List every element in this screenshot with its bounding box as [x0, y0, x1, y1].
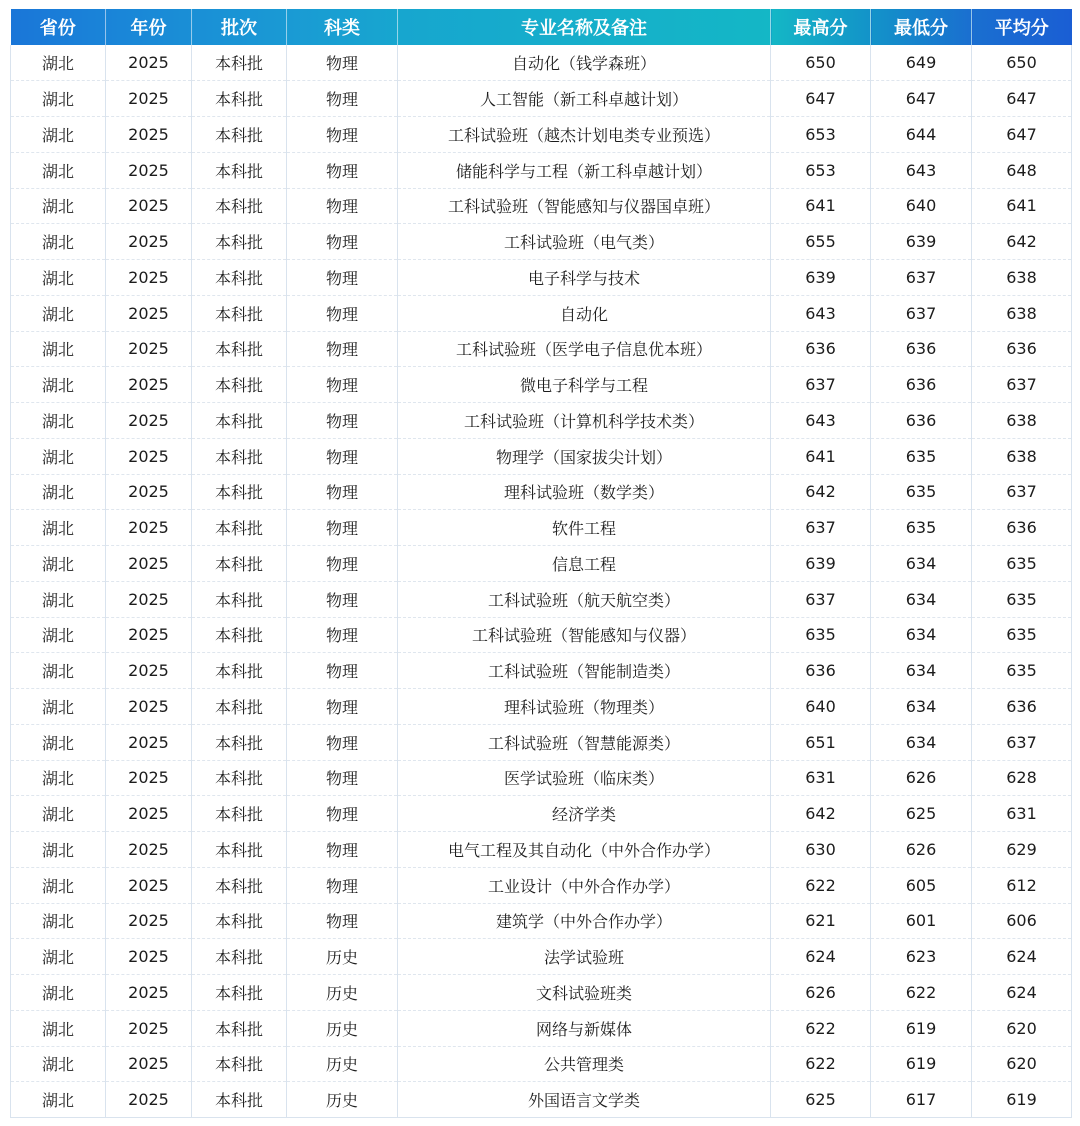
table-row	[11, 403, 1072, 439]
header-row	[11, 9, 1072, 45]
admission-score-table	[10, 9, 1072, 1118]
cell-max-score: 643	[771, 403, 871, 439]
cell-province: 湖北	[11, 653, 106, 689]
cell-year: 2025	[106, 832, 192, 868]
cell-province: 湖北	[11, 367, 106, 403]
cell-year: 2025	[106, 438, 192, 474]
cell-province: 湖北	[11, 760, 106, 796]
cell-avg-score: 619	[972, 1082, 1072, 1118]
cell-year: 2025	[106, 45, 192, 81]
cell-year: 2025	[106, 510, 192, 546]
table-row	[11, 510, 1072, 546]
cell-major: 理科试验班（数学类）	[398, 474, 771, 510]
header-year: 年份	[106, 9, 192, 45]
cell-batch: 本科批	[192, 867, 287, 903]
cell-major: 外国语言文学类	[398, 1082, 771, 1118]
cell-min-score: 647	[871, 81, 972, 117]
cell-max-score: 630	[771, 832, 871, 868]
cell-batch: 本科批	[192, 403, 287, 439]
cell-province: 湖北	[11, 689, 106, 725]
cell-subject: 物理	[287, 760, 398, 796]
cell-min-score: 635	[871, 474, 972, 510]
cell-avg-score: 638	[972, 403, 1072, 439]
cell-min-score: 626	[871, 832, 972, 868]
table-row	[11, 975, 1072, 1011]
header-min-score: 最低分	[871, 9, 972, 45]
cell-max-score: 621	[771, 903, 871, 939]
table-row	[11, 224, 1072, 260]
cell-year: 2025	[106, 81, 192, 117]
cell-subject: 历史	[287, 939, 398, 975]
cell-subject: 物理	[287, 367, 398, 403]
table-row	[11, 724, 1072, 760]
cell-max-score: 641	[771, 188, 871, 224]
table-row	[11, 867, 1072, 903]
cell-province: 湖北	[11, 867, 106, 903]
cell-avg-score: 642	[972, 224, 1072, 260]
cell-max-score: 650	[771, 45, 871, 81]
cell-subject: 物理	[287, 260, 398, 296]
cell-batch: 本科批	[192, 1082, 287, 1118]
cell-year: 2025	[106, 903, 192, 939]
cell-min-score: 636	[871, 403, 972, 439]
cell-avg-score: 647	[972, 117, 1072, 153]
cell-avg-score: 628	[972, 760, 1072, 796]
cell-year: 2025	[106, 1082, 192, 1118]
cell-batch: 本科批	[192, 724, 287, 760]
cell-min-score: 619	[871, 1046, 972, 1082]
cell-subject: 物理	[287, 81, 398, 117]
cell-max-score: 637	[771, 581, 871, 617]
cell-major: 网络与新媒体	[398, 1010, 771, 1046]
cell-year: 2025	[106, 867, 192, 903]
cell-subject: 历史	[287, 1046, 398, 1082]
cell-max-score: 637	[771, 510, 871, 546]
cell-max-score: 636	[771, 331, 871, 367]
cell-min-score: 635	[871, 510, 972, 546]
cell-min-score: 643	[871, 152, 972, 188]
cell-batch: 本科批	[192, 331, 287, 367]
cell-year: 2025	[106, 403, 192, 439]
cell-max-score: 653	[771, 152, 871, 188]
cell-batch: 本科批	[192, 224, 287, 260]
cell-max-score: 641	[771, 438, 871, 474]
cell-province: 湖北	[11, 546, 106, 582]
table-row	[11, 152, 1072, 188]
cell-year: 2025	[106, 1046, 192, 1082]
cell-subject: 历史	[287, 1082, 398, 1118]
cell-province: 湖北	[11, 45, 106, 81]
cell-avg-score: 636	[972, 510, 1072, 546]
table-row	[11, 1046, 1072, 1082]
cell-major: 建筑学（中外合作办学）	[398, 903, 771, 939]
cell-subject: 历史	[287, 1010, 398, 1046]
cell-province: 湖北	[11, 1010, 106, 1046]
cell-year: 2025	[106, 295, 192, 331]
cell-major: 微电子科学与工程	[398, 367, 771, 403]
cell-subject: 物理	[287, 438, 398, 474]
cell-batch: 本科批	[192, 152, 287, 188]
cell-major: 电气工程及其自动化（中外合作办学）	[398, 832, 771, 868]
table-row	[11, 617, 1072, 653]
cell-subject: 物理	[287, 188, 398, 224]
cell-subject: 物理	[287, 867, 398, 903]
cell-max-score: 622	[771, 1046, 871, 1082]
cell-subject: 物理	[287, 295, 398, 331]
cell-min-score: 634	[871, 546, 972, 582]
cell-major: 理科试验班（物理类）	[398, 689, 771, 725]
table-row	[11, 939, 1072, 975]
cell-year: 2025	[106, 367, 192, 403]
header-subject: 科类	[287, 9, 398, 45]
cell-max-score: 635	[771, 617, 871, 653]
cell-max-score: 651	[771, 724, 871, 760]
cell-province: 湖北	[11, 1046, 106, 1082]
cell-max-score: 625	[771, 1082, 871, 1118]
cell-min-score: 634	[871, 724, 972, 760]
cell-province: 湖北	[11, 617, 106, 653]
cell-major: 人工智能（新工科卓越计划）	[398, 81, 771, 117]
table-row	[11, 117, 1072, 153]
cell-min-score: 623	[871, 939, 972, 975]
cell-subject: 物理	[287, 510, 398, 546]
table-row	[11, 653, 1072, 689]
cell-subject: 物理	[287, 689, 398, 725]
cell-max-score: 622	[771, 1010, 871, 1046]
cell-batch: 本科批	[192, 546, 287, 582]
cell-subject: 物理	[287, 152, 398, 188]
cell-province: 湖北	[11, 832, 106, 868]
cell-min-score: 634	[871, 689, 972, 725]
cell-subject: 物理	[287, 581, 398, 617]
cell-year: 2025	[106, 975, 192, 1011]
cell-batch: 本科批	[192, 903, 287, 939]
cell-min-score: 634	[871, 653, 972, 689]
cell-min-score: 626	[871, 760, 972, 796]
cell-province: 湖北	[11, 403, 106, 439]
cell-avg-score: 637	[972, 367, 1072, 403]
cell-year: 2025	[106, 796, 192, 832]
cell-min-score: 649	[871, 45, 972, 81]
cell-subject: 物理	[287, 653, 398, 689]
cell-major: 工科试验班（计算机科学技术类）	[398, 403, 771, 439]
cell-province: 湖北	[11, 81, 106, 117]
cell-batch: 本科批	[192, 295, 287, 331]
cell-batch: 本科批	[192, 438, 287, 474]
table-row	[11, 81, 1072, 117]
table-row	[11, 1010, 1072, 1046]
cell-min-score: 622	[871, 975, 972, 1011]
cell-major: 法学试验班	[398, 939, 771, 975]
cell-year: 2025	[106, 117, 192, 153]
cell-subject: 物理	[287, 331, 398, 367]
table-header	[11, 9, 1072, 45]
cell-min-score: 637	[871, 260, 972, 296]
cell-subject: 历史	[287, 975, 398, 1011]
cell-province: 湖北	[11, 581, 106, 617]
cell-max-score: 637	[771, 367, 871, 403]
cell-min-score: 636	[871, 367, 972, 403]
cell-max-score: 636	[771, 653, 871, 689]
cell-year: 2025	[106, 224, 192, 260]
cell-year: 2025	[106, 546, 192, 582]
table-row	[11, 832, 1072, 868]
cell-batch: 本科批	[192, 45, 287, 81]
cell-subject: 物理	[287, 617, 398, 653]
cell-batch: 本科批	[192, 653, 287, 689]
cell-subject: 物理	[287, 474, 398, 510]
cell-province: 湖北	[11, 796, 106, 832]
cell-province: 湖北	[11, 438, 106, 474]
cell-avg-score: 650	[972, 45, 1072, 81]
cell-year: 2025	[106, 260, 192, 296]
cell-avg-score: 636	[972, 331, 1072, 367]
cell-batch: 本科批	[192, 975, 287, 1011]
cell-avg-score: 635	[972, 617, 1072, 653]
cell-province: 湖北	[11, 724, 106, 760]
table-row	[11, 689, 1072, 725]
cell-max-score: 647	[771, 81, 871, 117]
cell-major: 工科试验班（越杰计划电类专业预选）	[398, 117, 771, 153]
header-major: 专业名称及备注	[398, 9, 771, 45]
cell-min-score: 637	[871, 295, 972, 331]
cell-major: 经济学类	[398, 796, 771, 832]
cell-avg-score: 629	[972, 832, 1072, 868]
cell-year: 2025	[106, 188, 192, 224]
cell-major: 工科试验班（智能感知与仪器）	[398, 617, 771, 653]
cell-avg-score: 641	[972, 188, 1072, 224]
cell-year: 2025	[106, 653, 192, 689]
cell-subject: 物理	[287, 224, 398, 260]
cell-max-score: 639	[771, 546, 871, 582]
cell-min-score: 636	[871, 331, 972, 367]
cell-avg-score: 635	[972, 546, 1072, 582]
table-row	[11, 188, 1072, 224]
cell-max-score: 653	[771, 117, 871, 153]
cell-year: 2025	[106, 1010, 192, 1046]
cell-province: 湖北	[11, 188, 106, 224]
cell-min-score: 634	[871, 581, 972, 617]
cell-min-score: 619	[871, 1010, 972, 1046]
cell-avg-score: 638	[972, 260, 1072, 296]
cell-major: 工科试验班（电气类）	[398, 224, 771, 260]
table-row	[11, 581, 1072, 617]
cell-batch: 本科批	[192, 1010, 287, 1046]
table-row	[11, 903, 1072, 939]
cell-subject: 物理	[287, 903, 398, 939]
cell-avg-score: 606	[972, 903, 1072, 939]
cell-year: 2025	[106, 939, 192, 975]
cell-major: 信息工程	[398, 546, 771, 582]
cell-batch: 本科批	[192, 1046, 287, 1082]
cell-province: 湖北	[11, 975, 106, 1011]
cell-batch: 本科批	[192, 760, 287, 796]
cell-min-score: 644	[871, 117, 972, 153]
cell-batch: 本科批	[192, 367, 287, 403]
table-row	[11, 760, 1072, 796]
cell-major: 储能科学与工程（新工科卓越计划）	[398, 152, 771, 188]
cell-batch: 本科批	[192, 939, 287, 975]
cell-max-score: 631	[771, 760, 871, 796]
table-row	[11, 438, 1072, 474]
cell-avg-score: 612	[972, 867, 1072, 903]
cell-max-score: 642	[771, 796, 871, 832]
header-avg-score: 平均分	[972, 9, 1072, 45]
cell-province: 湖北	[11, 939, 106, 975]
cell-avg-score: 631	[972, 796, 1072, 832]
cell-year: 2025	[106, 689, 192, 725]
cell-province: 湖北	[11, 903, 106, 939]
cell-major: 文科试验班类	[398, 975, 771, 1011]
cell-year: 2025	[106, 331, 192, 367]
cell-year: 2025	[106, 474, 192, 510]
cell-major: 工科试验班（航天航空类）	[398, 581, 771, 617]
cell-province: 湖北	[11, 331, 106, 367]
cell-province: 湖北	[11, 152, 106, 188]
cell-province: 湖北	[11, 510, 106, 546]
cell-subject: 物理	[287, 832, 398, 868]
cell-avg-score: 620	[972, 1010, 1072, 1046]
table-row	[11, 474, 1072, 510]
cell-province: 湖北	[11, 117, 106, 153]
cell-avg-score: 624	[972, 939, 1072, 975]
cell-year: 2025	[106, 581, 192, 617]
cell-min-score: 617	[871, 1082, 972, 1118]
cell-subject: 物理	[287, 45, 398, 81]
cell-major: 自动化	[398, 295, 771, 331]
cell-max-score: 624	[771, 939, 871, 975]
cell-batch: 本科批	[192, 796, 287, 832]
cell-batch: 本科批	[192, 510, 287, 546]
cell-max-score: 640	[771, 689, 871, 725]
cell-min-score: 635	[871, 438, 972, 474]
score-table-container	[10, 9, 1071, 1118]
cell-year: 2025	[106, 617, 192, 653]
table-body	[11, 45, 1072, 1118]
cell-batch: 本科批	[192, 689, 287, 725]
cell-min-score: 605	[871, 867, 972, 903]
cell-major: 工科试验班（智慧能源类）	[398, 724, 771, 760]
cell-batch: 本科批	[192, 474, 287, 510]
cell-subject: 物理	[287, 403, 398, 439]
cell-min-score: 640	[871, 188, 972, 224]
table-row	[11, 1082, 1072, 1118]
cell-province: 湖北	[11, 295, 106, 331]
cell-avg-score: 637	[972, 474, 1072, 510]
cell-subject: 物理	[287, 796, 398, 832]
table-row	[11, 546, 1072, 582]
cell-max-score: 622	[771, 867, 871, 903]
cell-avg-score: 647	[972, 81, 1072, 117]
cell-batch: 本科批	[192, 260, 287, 296]
cell-year: 2025	[106, 152, 192, 188]
table-row	[11, 260, 1072, 296]
cell-min-score: 639	[871, 224, 972, 260]
cell-max-score: 639	[771, 260, 871, 296]
cell-avg-score: 638	[972, 438, 1072, 474]
table-row	[11, 295, 1072, 331]
cell-batch: 本科批	[192, 117, 287, 153]
table-row	[11, 45, 1072, 81]
cell-major: 医学试验班（临床类）	[398, 760, 771, 796]
cell-year: 2025	[106, 760, 192, 796]
table-row	[11, 367, 1072, 403]
header-province: 省份	[11, 9, 106, 45]
cell-max-score: 642	[771, 474, 871, 510]
cell-avg-score: 624	[972, 975, 1072, 1011]
table-row	[11, 796, 1072, 832]
header-batch: 批次	[192, 9, 287, 45]
cell-max-score: 626	[771, 975, 871, 1011]
cell-min-score: 634	[871, 617, 972, 653]
cell-major: 工科试验班（医学电子信息优本班）	[398, 331, 771, 367]
cell-subject: 物理	[287, 546, 398, 582]
cell-batch: 本科批	[192, 617, 287, 653]
cell-avg-score: 637	[972, 724, 1072, 760]
cell-province: 湖北	[11, 1082, 106, 1118]
table-row	[11, 331, 1072, 367]
cell-major: 电子科学与技术	[398, 260, 771, 296]
cell-avg-score: 620	[972, 1046, 1072, 1082]
cell-major: 物理学（国家拔尖计划）	[398, 438, 771, 474]
cell-subject: 物理	[287, 724, 398, 760]
cell-avg-score: 635	[972, 581, 1072, 617]
cell-province: 湖北	[11, 224, 106, 260]
cell-year: 2025	[106, 724, 192, 760]
header-max-score: 最高分	[771, 9, 871, 45]
cell-major: 工科试验班（智能制造类）	[398, 653, 771, 689]
cell-batch: 本科批	[192, 188, 287, 224]
cell-batch: 本科批	[192, 832, 287, 868]
cell-min-score: 625	[871, 796, 972, 832]
cell-province: 湖北	[11, 474, 106, 510]
cell-max-score: 643	[771, 295, 871, 331]
cell-major: 工业设计（中外合作办学）	[398, 867, 771, 903]
cell-avg-score: 638	[972, 295, 1072, 331]
cell-batch: 本科批	[192, 81, 287, 117]
cell-major: 公共管理类	[398, 1046, 771, 1082]
cell-min-score: 601	[871, 903, 972, 939]
cell-province: 湖北	[11, 260, 106, 296]
cell-subject: 物理	[287, 117, 398, 153]
cell-major: 软件工程	[398, 510, 771, 546]
cell-avg-score: 636	[972, 689, 1072, 725]
cell-major: 自动化（钱学森班）	[398, 45, 771, 81]
cell-max-score: 655	[771, 224, 871, 260]
cell-avg-score: 648	[972, 152, 1072, 188]
cell-batch: 本科批	[192, 581, 287, 617]
cell-major: 工科试验班（智能感知与仪器国卓班）	[398, 188, 771, 224]
cell-avg-score: 635	[972, 653, 1072, 689]
